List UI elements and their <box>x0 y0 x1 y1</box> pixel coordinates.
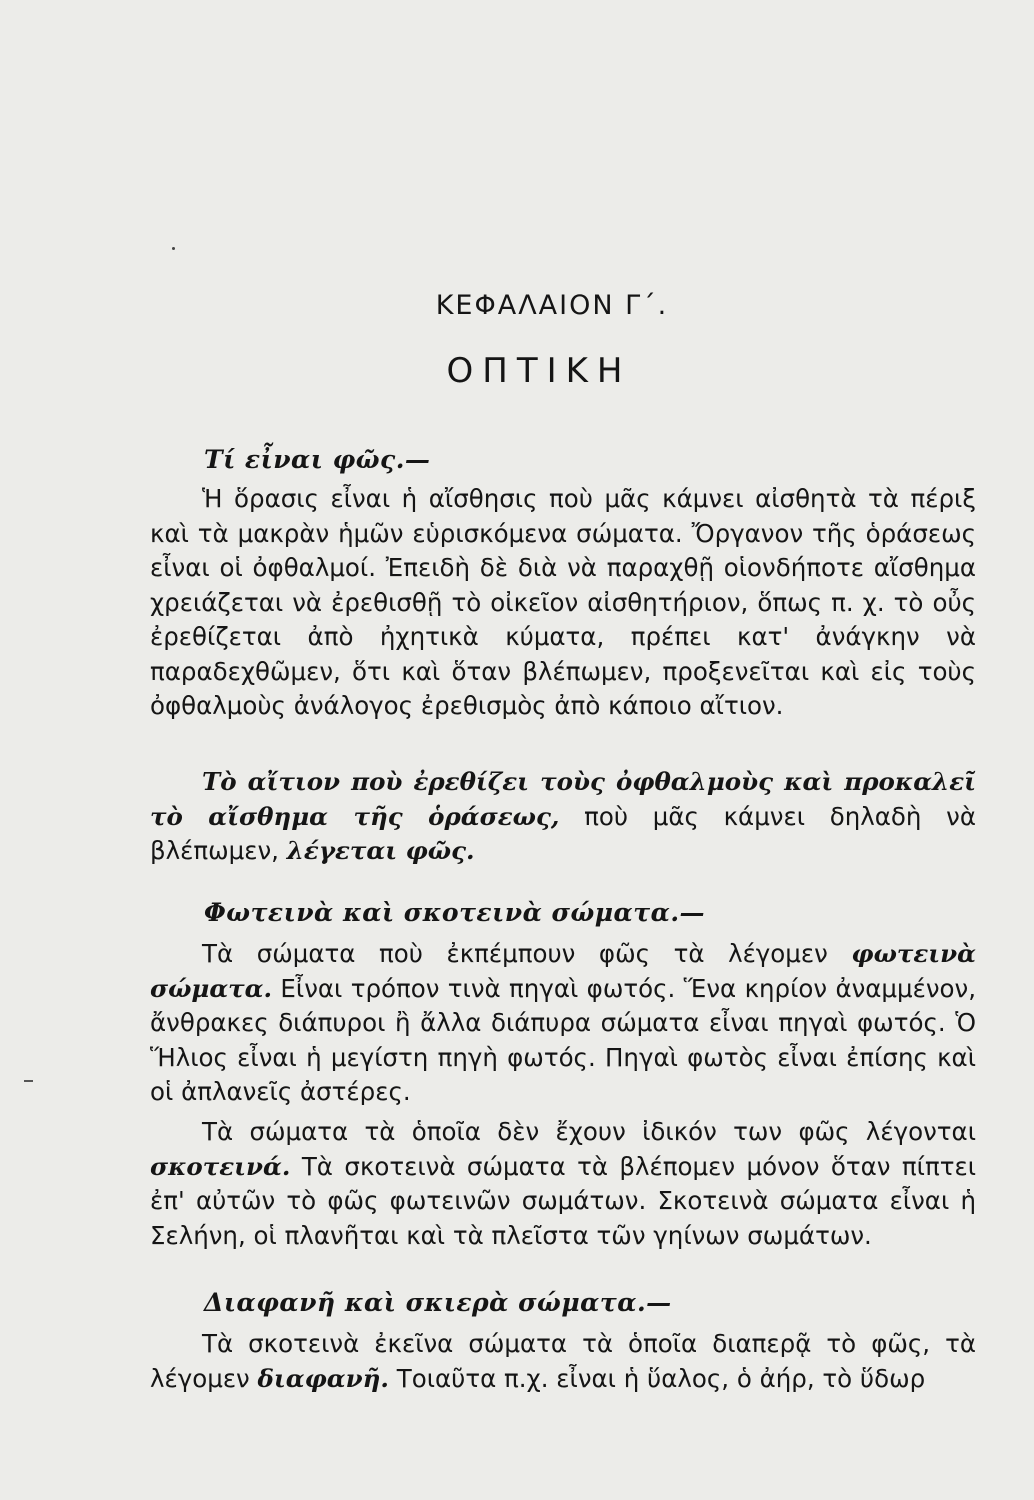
paragraph-text: ποὺ μᾶς κάμνει δηλαδὴ νὰ βλέπωμεν, <box>150 801 976 865</box>
ink-speck <box>172 247 175 250</box>
paragraph-luminous-bodies <box>150 937 976 1110</box>
paragraph-text: Τὰ σκοτεινὰ σώματα τὰ βλέπομεν μόνον ὅταν πίπτει ἐπ' αὐτῶν τὸ φῶς φωτεινῶν σωμάτων. Σκοτεινὰ σώματα εἶναι ἡ Σελήνη, οἱ πλανῆται καὶ τὰ πλεῖστα τῶν γηίνων σωμάτων. <box>150 1151 976 1250</box>
section-heading-luminous-dark: Φωτεινὰ καὶ σκοτεινὰ σώματα.— <box>204 898 706 927</box>
paragraph-text: Ἡ ὅρασις εἶναι ἡ αἴσθησις ποὺ μᾶς κάμνει αἰσθητὰ τὰ πέριξ καὶ τὰ μακρὰν ἡμῶν εὑρισκόμενα σώματα. Ὄργανον τῆς ὁράσεως εἶναι οἱ ὀφθαλμοί. Ἐπειδὴ δὲ διὰ νὰ παραχθῇ οἱονδήποτε αἴσθημα χρειάζεται νὰ ἐρεθισθῇ τὸ οἰκεῖον αἰσθητήριον, ὅπως π. χ. τὸ οὖς ἐρεθίζεται ἀπὸ ἠχητικὰ κύματα, πρέπει κατ' ἀνάγκην νὰ παραδεχθῶμεν, ὅτι καὶ ὅταν βλέπωμεν, προξενεῖται καὶ εἰς τοὺς ὀφθαλμοὺς ἀνάλογος ἐρεθισμὸς ἀπὸ κάποιο αἴτιον. <box>150 484 976 720</box>
paragraph-transparent-bodies <box>150 1327 976 1396</box>
subject-title: ΟΠΤΙΚΗ <box>446 351 632 391</box>
paragraph-text: Εἶναι τρόπον τινὰ πηγαὶ φωτός. Ἕνα κηρίον ἀναμμένον, ἄνθρακες διάπυροι ἢ ἄλλα διάπυρα σώματα εἶναι πηγαὶ φωτός. Ὁ Ἥλιος εἶναι ἡ μεγίστη πηγὴ φωτός. Πηγαὶ φωτὸς εἶναι ἐπίσης καὶ οἱ ἀπλανεῖς ἀστέρες. <box>150 973 976 1106</box>
paragraph-dark-bodies <box>150 1115 976 1253</box>
paragraph-text: Τὰ σώματα ποὺ ἐκπέμπουν φῶς τὰ λέγομεν <box>202 939 852 968</box>
paragraph-text: Τοιαῦτα π.χ. εἶναι ἡ ὕαλος, ὁ ἀήρ, τὸ ὕδωρ <box>388 1363 926 1393</box>
emphasized-term: σκοτεινά. <box>150 1151 291 1181</box>
emphasized-term: φωτεινὰ σώματα. <box>150 939 976 1003</box>
section-heading-what-is-light: Τί εἶναι φῶς.— <box>204 445 431 474</box>
emphasized-text: Τὸ αἴτιον ποὺ ἐρεθίζει τοὺς ὀφθαλμοὺς καὶ προκαλεῖ τὸ αἴσθημα τῆς ὁράσεως, <box>150 767 976 831</box>
emphasized-term: λέγεται φῶς. <box>286 836 475 865</box>
paragraph-text: Τὰ σώματα τὰ ὁποῖα δὲν ἔχουν ἰδικόν των φῶς λέγονται <box>202 1117 976 1146</box>
paragraph-light-definition <box>150 765 976 869</box>
chapter-title: ΚΕΦΑΛΑΙΟΝ Γ΄. <box>435 290 669 321</box>
paragraph-text: Τὰ σκοτεινὰ ἐκεῖνα σώματα τὰ ὁποῖα διαπερᾷ τὸ φῶς, τὰ λέγομεν <box>150 1329 976 1393</box>
section-heading-transparent-opaque: Διαφανῆ καὶ σκιερὰ σώματα.— <box>204 1288 672 1317</box>
emphasized-term: διαφανῆ. <box>257 1363 389 1393</box>
margin-mark <box>24 1080 33 1082</box>
paragraph-vision <box>150 482 976 724</box>
